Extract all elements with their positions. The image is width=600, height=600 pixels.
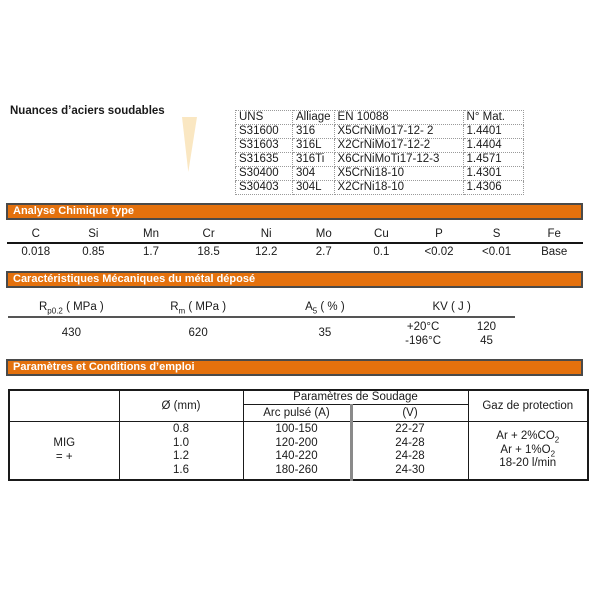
accent-triangle-shape (182, 117, 197, 172)
steel-grades-table (235, 110, 524, 195)
voltage-value: 24-28 (395, 450, 425, 463)
cell: 1.4401 (463, 125, 523, 139)
element-value: 18.5 (197, 246, 220, 258)
process-label: MIG (53, 437, 76, 450)
cell: S31600 (236, 125, 293, 139)
cell: X6CrNiMoTi17-12-3 (334, 153, 463, 167)
element-value: 0.85 (82, 246, 105, 258)
element-value: 1.7 (142, 246, 159, 258)
arc-value: 180-260 (275, 463, 318, 476)
col-header-uns: UNS (236, 111, 293, 125)
polarity-label: = + (55, 451, 73, 464)
cell: S31635 (236, 153, 293, 167)
diameter-column-header: Ø (mm) (119, 390, 243, 422)
chemical-analysis-table (7, 228, 583, 259)
mech-col-rp02: $R_{p0.2}$ ( MPa ) (38, 301, 104, 316)
arc-column-header: Arc pulsé (A) (243, 405, 351, 422)
mech-col-kv: KV ( J ) (432, 301, 471, 313)
rm-value: 620 (188, 327, 208, 339)
mech-header-row (8, 301, 515, 318)
col-header-alliage: Alliage (293, 111, 335, 125)
kv-values (388, 318, 515, 348)
table-row (236, 181, 524, 195)
element-symbol: Mn (143, 228, 159, 240)
gas-line: 18-20 l/min (499, 457, 557, 469)
element-symbol: Si (88, 228, 99, 240)
kv-value: 120 (476, 321, 497, 333)
arc-value: 140-220 (275, 450, 318, 463)
cell: S30400 (236, 167, 293, 181)
cell: 304L (293, 181, 335, 195)
col-header-nmat: N° Mat. (463, 111, 523, 125)
section-header-welding-parameters: Paramètres et Conditions d’emploi (6, 359, 583, 376)
element-symbol: Cu (374, 228, 389, 240)
a5-value: 35 (318, 327, 332, 339)
weld-data-row (9, 422, 588, 480)
cell: S30403 (236, 181, 293, 195)
process-column-header (9, 390, 119, 422)
voltage-values-cell (351, 422, 468, 480)
weld-header-row-1 (9, 390, 588, 405)
cell: 1.4306 (463, 181, 523, 195)
section-header-mechanical-properties: Caractéristiques Mécaniques du métal déposé (6, 271, 583, 288)
cell: 1.4301 (463, 167, 523, 181)
diameter-value: 1.2 (173, 450, 189, 463)
mech-values-row (8, 318, 515, 348)
mechanical-properties-table (8, 301, 515, 348)
element-symbol: S (492, 228, 501, 240)
element-value: 0.018 (21, 246, 51, 258)
arc-value: 120-200 (275, 436, 318, 449)
cell: X5CrNiMo17-12- 2 (334, 125, 463, 139)
col-header-en10088: EN 10088 (334, 111, 463, 125)
diameter-value: 0.8 (173, 423, 189, 436)
table-row (236, 167, 524, 181)
element-symbol: Cr (202, 228, 215, 240)
table-row (236, 125, 524, 139)
rp02-value: 430 (61, 327, 81, 339)
arc-value: 100-150 (275, 423, 318, 436)
table-row (236, 153, 524, 167)
gas-cell (468, 422, 588, 480)
element-value: 2.7 (315, 246, 332, 258)
kv-row (388, 320, 515, 334)
mech-col-a5: $A_5$ ( % ) (305, 301, 345, 316)
process-cell (9, 422, 119, 480)
cell: X2CrNiMo17-12-2 (334, 139, 463, 153)
diameter-values-cell (119, 422, 243, 480)
chem-header-row (7, 228, 583, 244)
element-value: <0.01 (482, 246, 512, 258)
cell: 1.4571 (463, 153, 523, 167)
section-header-chemical-analysis: Analyse Chimique type (6, 203, 583, 220)
arc-values-cell (243, 422, 351, 480)
element-value: 12.2 (254, 246, 278, 258)
kv-temperature: +20°C (406, 321, 440, 333)
chem-values-row (7, 246, 583, 259)
gas-line: $Ar + 2\%CO_2$ (496, 430, 560, 445)
gas-column-header: Gaz de protection (468, 390, 588, 422)
cell: S31603 (236, 139, 293, 153)
voltage-value: 24-28 (395, 436, 425, 449)
table-row (236, 139, 524, 153)
cell: 1.4404 (463, 139, 523, 153)
cell: 316 (293, 125, 335, 139)
cell: 316Ti (293, 153, 335, 167)
welding-params-group-header: Paramètres de Soudage (243, 390, 468, 405)
element-symbol: Fe (547, 228, 561, 240)
element-symbol: Ni (260, 228, 272, 240)
cell: X2CrNi18-10 (334, 181, 463, 195)
kv-value: 45 (480, 335, 493, 347)
voltage-column-header: (V) (351, 405, 468, 422)
voltage-value: 24-30 (395, 463, 425, 476)
voltage-value: 22-27 (395, 423, 425, 436)
element-symbol: Mo (315, 228, 332, 240)
diameter-value: 1.6 (173, 463, 189, 476)
page-title: Nuances d’aciers soudables (10, 105, 165, 117)
welding-parameters-table (8, 389, 589, 481)
kv-row (388, 334, 515, 348)
element-value: 0.1 (373, 246, 390, 258)
element-value: Base (541, 246, 568, 258)
cell: 316L (293, 139, 335, 153)
element-symbol: P (435, 228, 443, 240)
cell: X5CrNi18-10 (334, 167, 463, 181)
mech-col-rm: $R_m$ ( MPa ) (170, 301, 227, 316)
gas-line: $Ar + 1\%O_2$ (500, 443, 556, 458)
kv-temperature: -196°C (405, 335, 442, 347)
element-value: <0.02 (424, 246, 454, 258)
cell: 304 (293, 167, 335, 181)
table-header-row (236, 111, 524, 125)
element-symbol: C (31, 228, 40, 240)
diameter-value: 1.0 (173, 436, 189, 449)
